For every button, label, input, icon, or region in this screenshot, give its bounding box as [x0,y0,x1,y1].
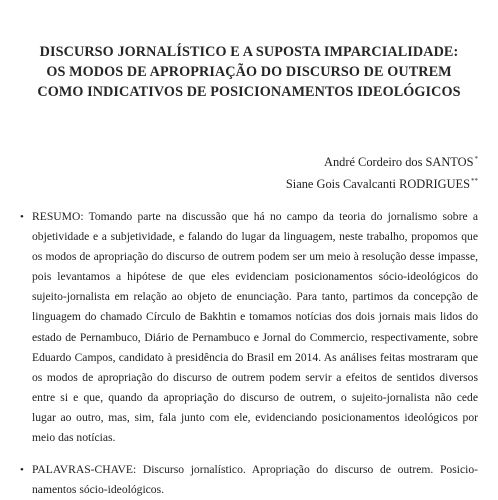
abstract-line: RESUMO: Tomando parte na discussão que há no campo da teoria do jornalismo sobre a [32,210,478,223]
title-line-3: COMO INDICATIVOS DE POSICIONAMENTOS IDEOLÓGICOS [37,84,461,100]
author-list [286,150,478,194]
abstract-block [20,207,478,448]
abstract-line: linguagem do chamado Círculo de Bakhtin e tomamos notícias dos dois jornais mais lidos do [32,310,478,324]
abstract-line: Eduardo Campos, candidato à presidência do Brasil em 2014. As análises feitas mostraram que [32,350,478,364]
author-1 [286,150,478,172]
keywords-line: namentos sócio-ideológicos. [32,483,165,497]
abstract-line: pois levantamos a hipótese de que eles evidenciam posicionamentos sócio-ideológicos do [32,270,478,284]
abstract-line: os modos de apropriação do discurso de outrem podem servir a efeitos de sentidos diversos [32,370,478,384]
abstract-line: estado de Pernambuco, Diário de Pernambuco e Jornal do Commercio, respectivamente, sobre [32,330,478,344]
abstract-line: sujeito-jornalista em relação ao objeto de enunciação. Para tanto, partimos da concepção de [32,290,478,304]
abstract-line: meio das notícias. [32,431,116,445]
author-1-footnote-mark: * [474,155,478,163]
abstract-line: os modos de apropriação do discurso de outrem podem ser um meio à resolução desse impasse, [32,250,478,264]
abstract-line: entre si e que, quando da apropriação do discurso de outrem, o sujeito-jornalista não cede [32,390,478,404]
abstract-line: lugar ao outro, mas, sim, fala junto com ele, evidenciando posicionamentos ideológicos por [32,410,478,424]
title-line-1: DISCURSO JORNALÍSTICO E A SUPOSTA IMPARCIALIDADE: [39,44,459,60]
author-2 [286,172,478,194]
author-2-name: Siane Gois Cavalcanti RODRIGUES [285,177,470,191]
keywords-bullet: • [20,464,24,477]
abstract-section [20,207,478,500]
abstract-bullet: • [20,211,24,223]
title-line-2: OS MODOS DE APROPRIAÇÃO DO DISCURSO DE OUTREM [46,64,452,80]
article-title [20,42,478,102]
keywords-block [20,460,478,500]
author-1-name: André Cordeiro dos SANTOS [324,155,474,169]
abstract-line: objetividade e a subjetividade, e falando do lugar da linguagem, neste trabalho, propomos que [32,230,478,244]
keywords-line: PALAVRAS-CHAVE: Discurso jornalístico. Apropriação do discurso de outrem. Posicio- [32,463,478,477]
author-2-footnote-mark: ** [471,177,478,185]
